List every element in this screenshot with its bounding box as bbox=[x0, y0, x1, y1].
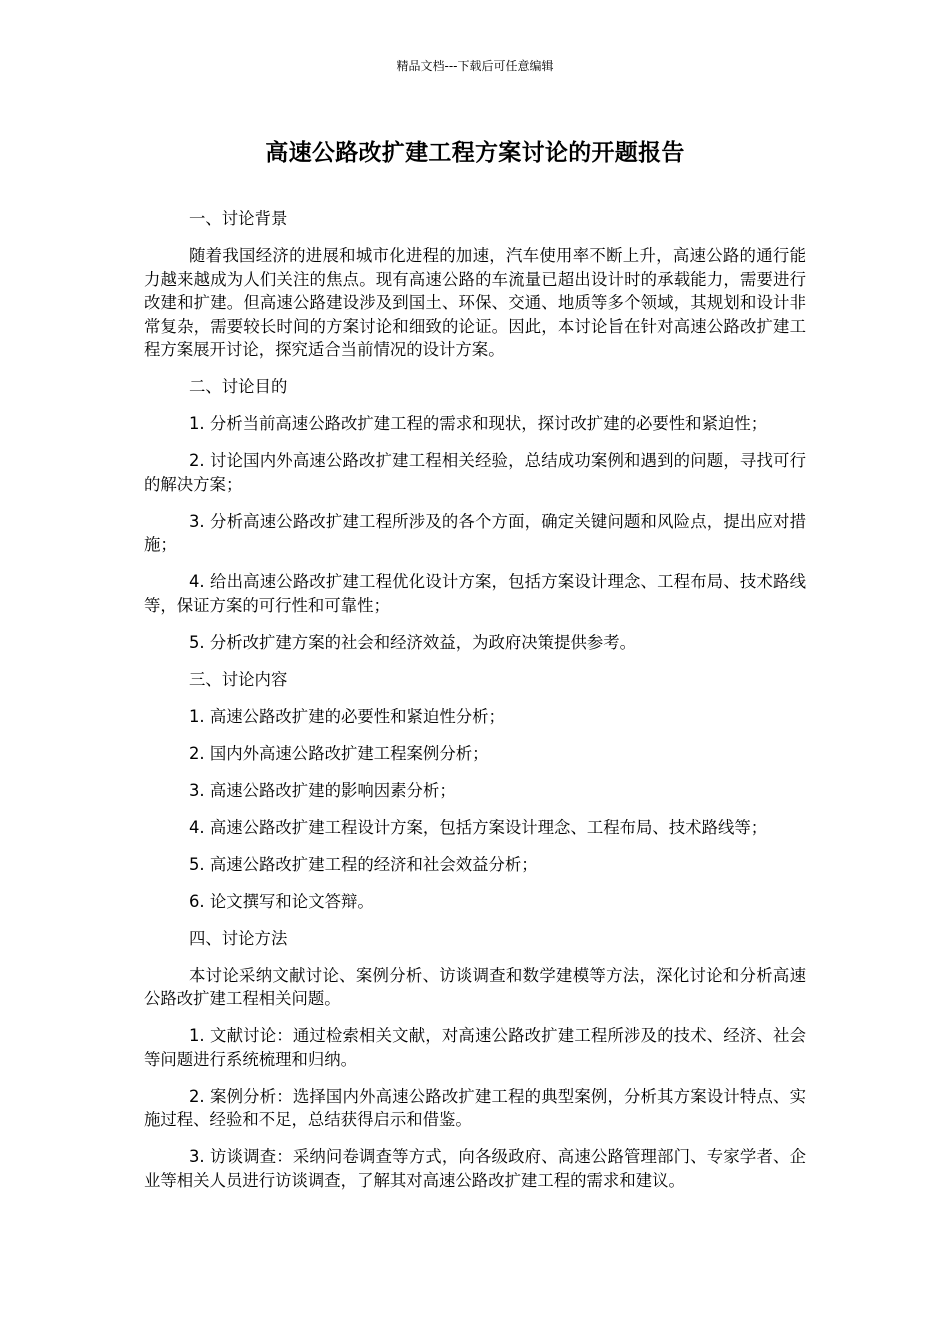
content-item-1: 1. 高速公路改扩建的必要性和紧迫性分析； bbox=[189, 706, 505, 726]
content-item-4: 4. 高速公路改扩建工程设计方案，包括方案设计理念、工程布局、技术路线等； bbox=[189, 817, 768, 837]
method-item-3: 3. 访谈调查：采纳问卷调查等方式，向各级政府、高速公路管理部门、专家学者、企业等相关人员进行访谈调查，了解其对高速公路改扩建工程的需求和建议。 bbox=[144, 1147, 806, 1190]
document-body bbox=[144, 207, 806, 1206]
content-item-5: 5. 高速公路改扩建工程的经济和社会效益分析； bbox=[189, 854, 538, 874]
content-item-2: 2. 国内外高速公路改扩建工程案例分析； bbox=[189, 743, 489, 763]
paragraph-background: 随着我国经济的进展和城市化进程的加速，汽车使用率不断上升，高速公路的通行能力越来越成为人们关注的焦点。现有高速公路的车流量已超出设计时的承载能力，需要进行改建和扩建。但高速公路建设涉及到国土、环保、交通、地质等多个领域，其规划和设计非常复杂，需要较长时间的方案讨论和细致的论证。因此，本讨论旨在针对高速公路改扩建工程方案展开讨论，探究适合当前情况的设计方案。 bbox=[144, 246, 806, 359]
purpose-item-1: 1. 分析当前高速公路改扩建工程的需求和现状，探讨改扩建的必要性和紧迫性； bbox=[189, 414, 768, 433]
section-heading-purpose: 二、讨论目的 bbox=[189, 377, 288, 396]
purpose-item-5: 5. 分析改扩建方案的社会和经济效益，为政府决策提供参考。 bbox=[189, 632, 637, 652]
section-heading-content: 三、讨论内容 bbox=[189, 669, 288, 689]
purpose-item-4: 4. 给出高速公路改扩建工程优化设计方案，包括方案设计理念、工程布局、技术路线等，保证方案的可行性和可靠性； bbox=[144, 572, 806, 615]
section-heading-background: 一、讨论背景 bbox=[189, 209, 288, 228]
content-item-6: 6. 论文撰写和论文答辩。 bbox=[189, 891, 374, 911]
method-item-1: 1. 文献讨论：通过检索相关文献，对高速公路改扩建工程所涉及的技术、经济、社会等问题进行系统梳理和归纳。 bbox=[144, 1026, 806, 1069]
paragraph-method-intro: 本讨论采纳文献讨论、案例分析、访谈调查和数学建模等方法，深化讨论和分析高速公路改扩建工程相关问题。 bbox=[144, 965, 806, 1008]
page-header: 精品文档---下载后可任意编辑 bbox=[396, 59, 554, 73]
document-title: 高速公路改扩建工程方案讨论的开题报告 bbox=[265, 140, 685, 166]
purpose-item-2: 2. 讨论国内外高速公路改扩建工程相关经验，总结成功案例和遇到的问题，寻找可行的解决方案； bbox=[144, 451, 806, 494]
method-item-2: 2. 案例分析：选择国内外高速公路改扩建工程的典型案例，分析其方案设计特点、实施过程、经验和不足，总结获得启示和借鉴。 bbox=[144, 1086, 806, 1129]
purpose-item-3: 3. 分析高速公路改扩建工程所涉及的各个方面，确定关键问题和风险点，提出应对措施； bbox=[144, 511, 806, 554]
content-item-3: 3. 高速公路改扩建的影响因素分析； bbox=[189, 780, 456, 800]
section-heading-method: 四、讨论方法 bbox=[189, 928, 288, 948]
